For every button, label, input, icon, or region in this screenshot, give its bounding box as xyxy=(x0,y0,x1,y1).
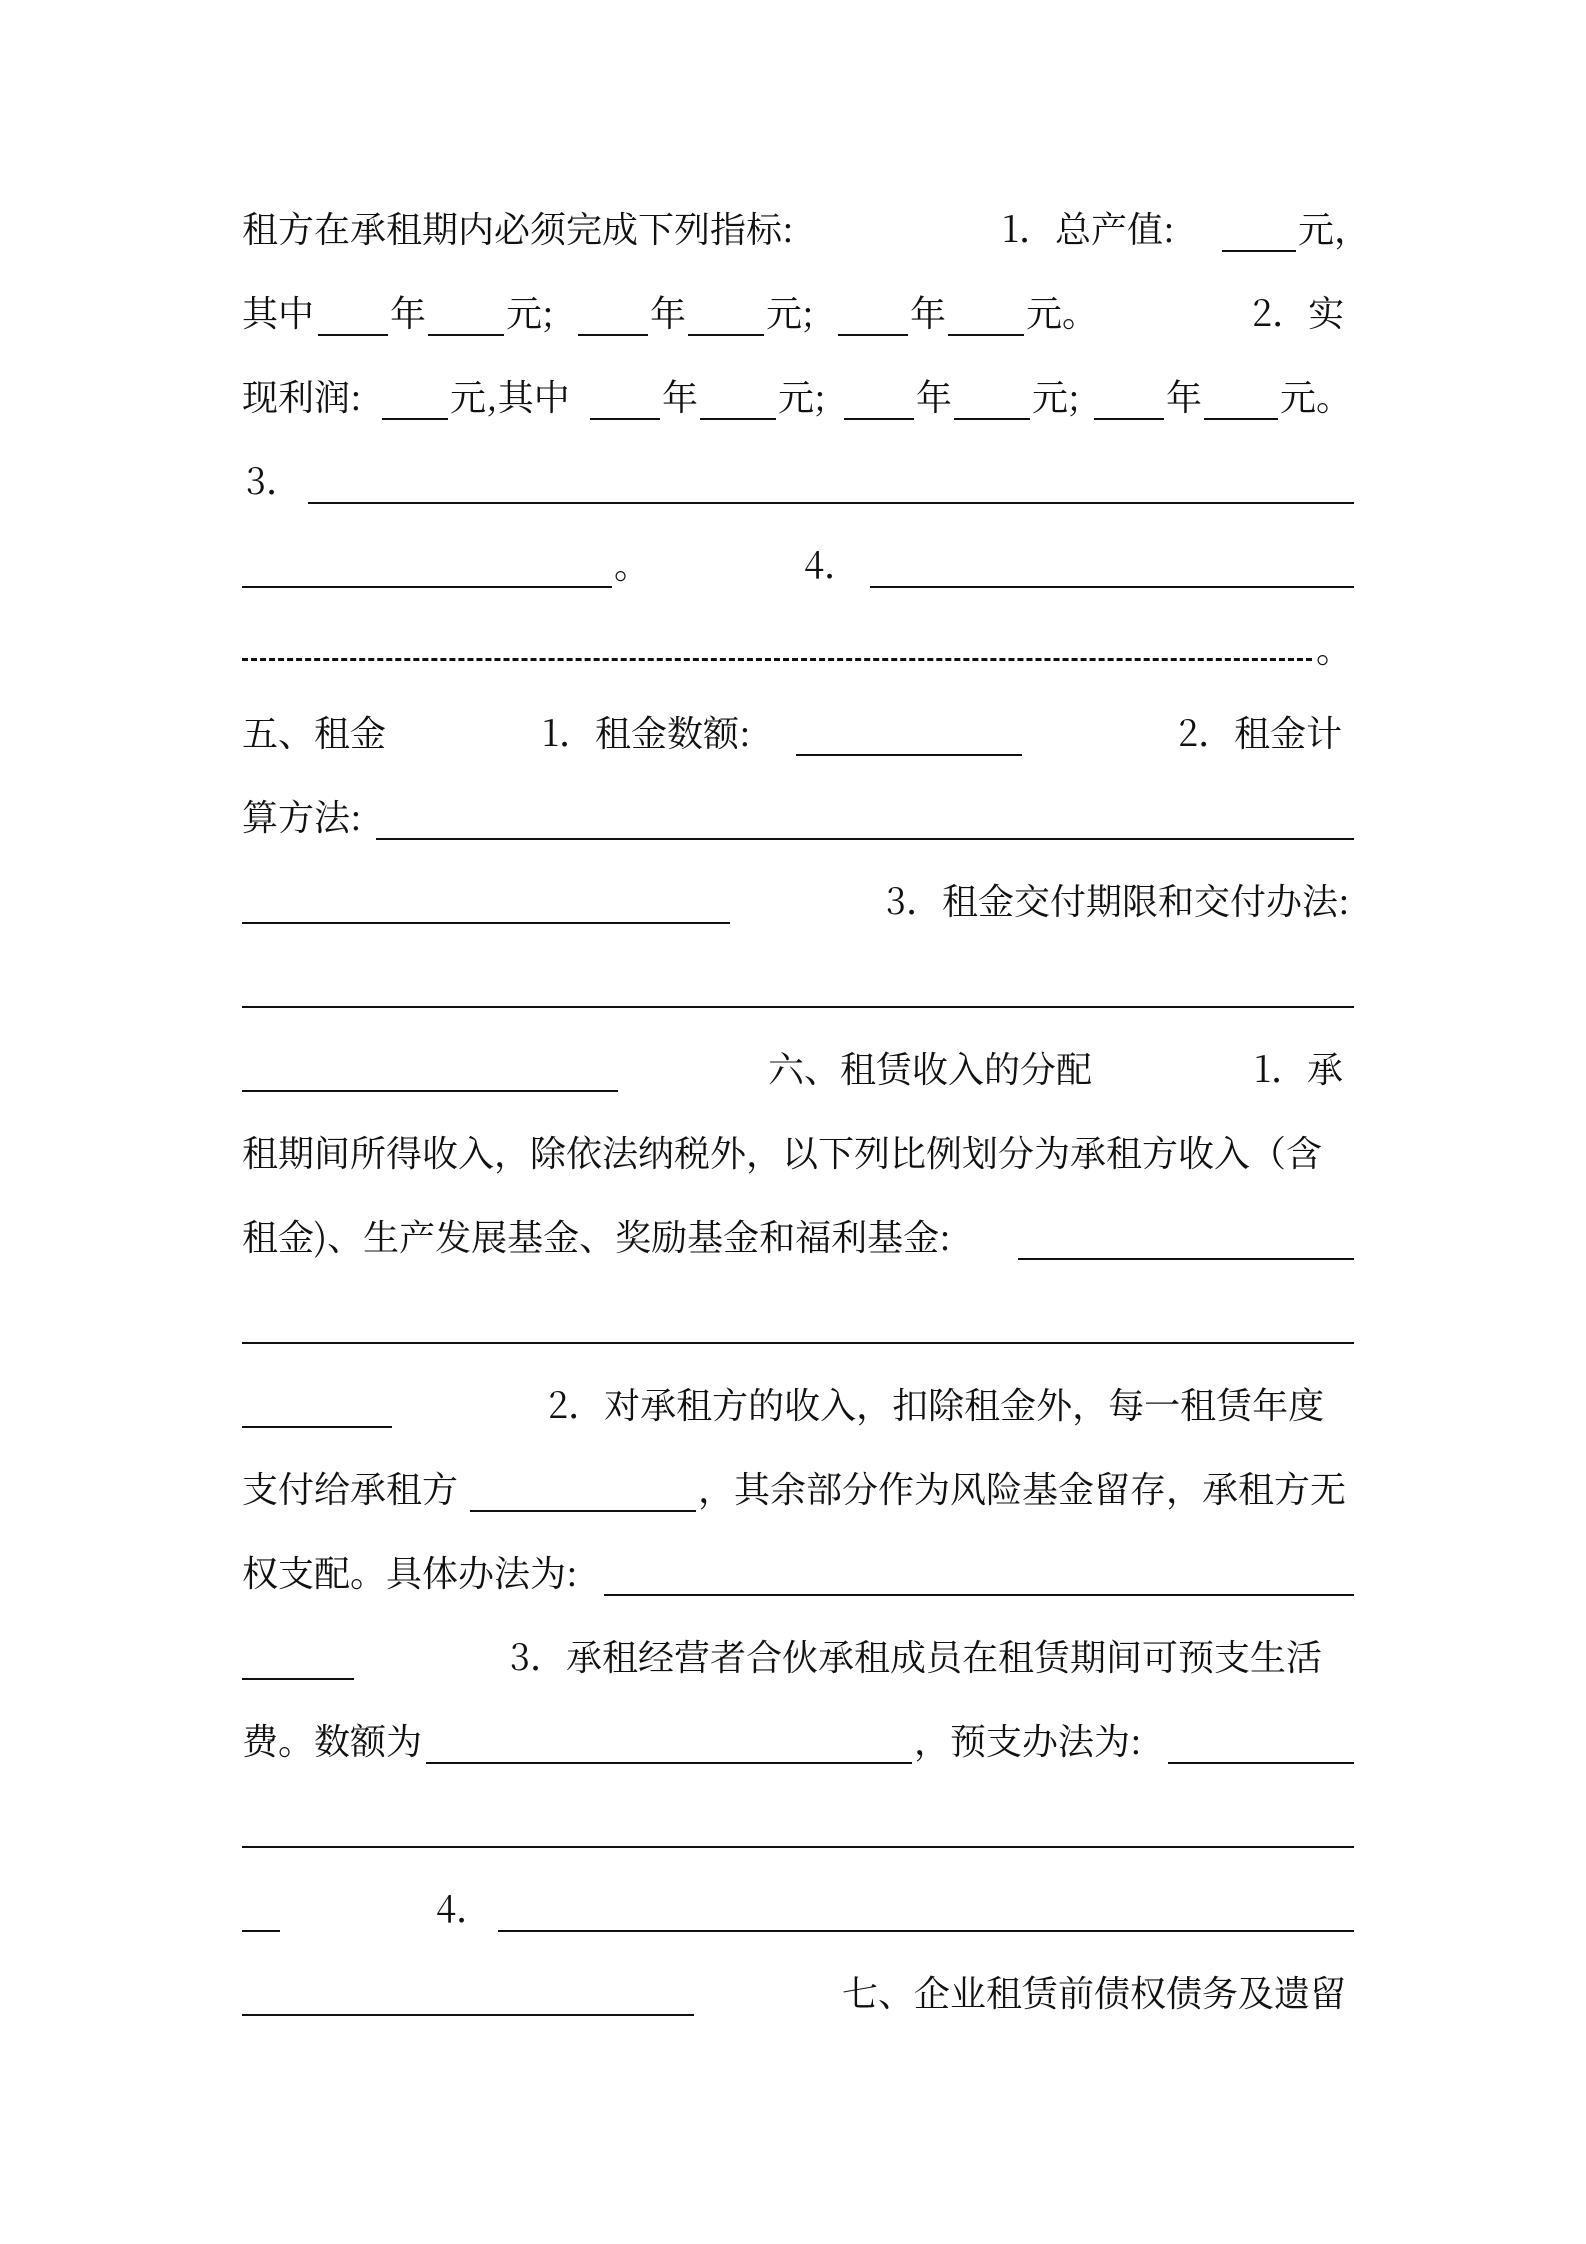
blank-field[interactable] xyxy=(604,1594,1354,1596)
paragraph-line xyxy=(242,1374,1354,1434)
blank-field[interactable] xyxy=(242,1090,618,1092)
paragraph-line xyxy=(242,1626,1354,1686)
blank-field[interactable] xyxy=(1094,418,1164,420)
blank-field[interactable] xyxy=(382,418,448,420)
text-segment: 1．租金数额: xyxy=(542,706,751,757)
text-segment: 3． xyxy=(246,454,303,505)
text-segment: 。 xyxy=(614,538,651,589)
text-segment: 元。 xyxy=(1280,370,1353,421)
text-segment: 元; xyxy=(766,286,814,337)
text-segment: 2．实 xyxy=(1252,286,1345,337)
blank-field[interactable] xyxy=(242,1846,1354,1848)
paragraph-line xyxy=(242,1710,1354,1770)
paragraph-line xyxy=(242,954,1354,1014)
blank-field[interactable] xyxy=(590,418,660,420)
text-segment: 元; xyxy=(1032,370,1080,421)
paragraph-line xyxy=(242,618,1354,678)
blank-field[interactable] xyxy=(376,838,1354,840)
blank-field[interactable] xyxy=(242,1678,354,1680)
text-segment: 元， xyxy=(1298,202,1371,253)
text-segment: 3．租金交付期限和交付办法: xyxy=(886,874,1350,925)
paragraph-line xyxy=(242,366,1354,426)
paragraph-line xyxy=(242,1542,1354,1602)
dashed-blank-field[interactable] xyxy=(242,658,1312,661)
blank-field[interactable] xyxy=(318,334,388,336)
section-heading: 七、企业租赁前债权债务及遗留 xyxy=(842,1966,1347,2017)
blank-field[interactable] xyxy=(1018,1258,1354,1260)
blank-field[interactable] xyxy=(242,1342,1354,1344)
paragraph-line xyxy=(242,1878,1354,1938)
paragraph-line xyxy=(242,1794,1354,1854)
blank-field[interactable] xyxy=(700,418,776,420)
text-segment: 权支配。具体办法为: xyxy=(242,1546,578,1597)
section-heading-line xyxy=(242,1962,1354,2022)
text-segment: 年 xyxy=(1166,370,1203,421)
text-segment: 。 xyxy=(1316,622,1353,673)
paragraph-line xyxy=(242,870,1354,930)
paragraph-line xyxy=(242,282,1354,342)
blank-field[interactable] xyxy=(1204,418,1278,420)
text-segment: 1．总产值: xyxy=(1002,202,1175,253)
section-heading: 五、租金 xyxy=(242,706,387,757)
text-segment: 2．租金计 xyxy=(1178,706,1343,757)
section-heading-line xyxy=(242,1038,1354,1098)
text-segment: 其中 xyxy=(242,286,315,337)
text-segment: 支付给承租方 xyxy=(242,1462,459,1513)
text-segment: 租方在承租期内必须完成下列指标: xyxy=(242,202,794,253)
blank-field[interactable] xyxy=(242,1426,392,1428)
text-segment: 元; xyxy=(778,370,826,421)
paragraph-line xyxy=(242,1458,1354,1518)
blank-field[interactable] xyxy=(242,922,730,924)
paragraph-line xyxy=(242,786,1354,846)
paragraph-line xyxy=(242,534,1354,594)
text-segment: 费。数额为 xyxy=(242,1714,423,1765)
text-segment: 现利润: xyxy=(242,370,362,421)
blank-field[interactable] xyxy=(470,1510,696,1512)
text-segment: 元; xyxy=(506,286,554,337)
text-segment: 年 xyxy=(916,370,953,421)
blank-field[interactable] xyxy=(844,418,914,420)
paragraph-line xyxy=(242,1122,1354,1182)
blank-field[interactable] xyxy=(870,586,1354,588)
blank-field[interactable] xyxy=(428,334,504,336)
blank-field[interactable] xyxy=(242,2014,694,2016)
blank-field[interactable] xyxy=(954,418,1030,420)
text-segment: 年 xyxy=(910,286,947,337)
text-segment: 4． xyxy=(804,538,860,589)
text-segment: ，其余部分作为风险基金留存，承租方无 xyxy=(698,1462,1347,1513)
paragraph-line xyxy=(242,1206,1354,1266)
blank-field[interactable] xyxy=(426,1762,912,1764)
text-segment: 算方法: xyxy=(242,790,362,841)
text-segment: 年 xyxy=(662,370,699,421)
blank-field[interactable] xyxy=(242,1006,1354,1008)
section-heading: 六、租赁收入的分配 xyxy=(768,1042,1093,1093)
blank-field[interactable] xyxy=(796,754,1022,756)
text-segment: 3．承租经营者合伙承租成员在租赁期间可预支生活 xyxy=(510,1630,1323,1681)
blank-field[interactable] xyxy=(948,334,1024,336)
text-segment: 元。 xyxy=(1026,286,1099,337)
text-segment: ，预支办法为: xyxy=(914,1714,1142,1765)
blank-field[interactable] xyxy=(242,586,612,588)
blank-field[interactable] xyxy=(308,502,1354,504)
blank-field[interactable] xyxy=(1168,1762,1354,1764)
text-segment: 2．对承租方的收入，扣除租金外，每一租赁年度 xyxy=(548,1378,1325,1429)
text-segment: 租金)、生产发展基金、奖励基金和福利基金: xyxy=(242,1210,951,1261)
text-segment: 4． xyxy=(436,1882,492,1933)
blank-field[interactable] xyxy=(1222,250,1296,252)
text-segment: 元,其中 xyxy=(450,370,570,421)
text-segment: 年 xyxy=(390,286,427,337)
blank-field[interactable] xyxy=(578,334,648,336)
section-heading-line xyxy=(242,702,1354,762)
text-segment: 1．承 xyxy=(1254,1042,1343,1093)
blank-field[interactable] xyxy=(838,334,908,336)
blank-field[interactable] xyxy=(242,1930,280,1932)
paragraph-line xyxy=(242,198,1371,258)
blank-field[interactable] xyxy=(498,1930,1354,1932)
paragraph-line xyxy=(242,450,1354,510)
text-segment: 年 xyxy=(650,286,687,337)
blank-field[interactable] xyxy=(688,334,764,336)
text-segment: 租期间所得收入，除依法纳税外，以下列比例划分为承租方收入（含 xyxy=(242,1126,1323,1177)
paragraph-line xyxy=(242,1290,1354,1350)
